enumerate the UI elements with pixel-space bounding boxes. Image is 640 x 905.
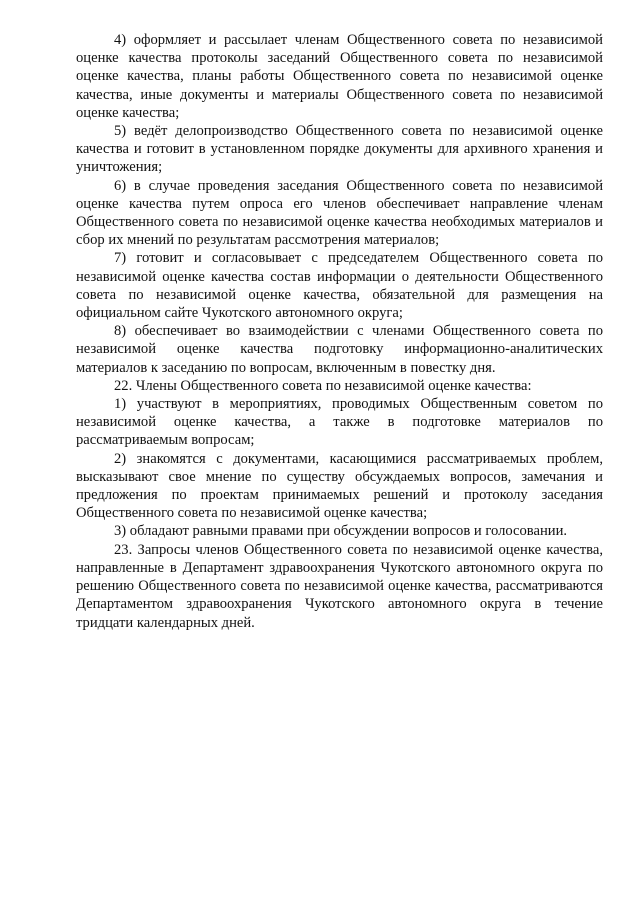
paragraph-section-23: 23. Запросы членов Общественного совета по независимой оценке качества, направленные в Департамент здравоохранения Чукотского автономного округа по решению Общественного совета по независимой оценке качества, рассматриваются Департаментом здравоохранения Чукотского автономного округа в течение тридцати календарных дней. <box>76 541 603 631</box>
paragraph-member-3: 3) обладают равными правами при обсуждении вопросов и голосовании. <box>114 523 568 540</box>
paragraph-item-4: 4) оформляет и рассылает членам Общественного совета по независимой оценке качества протоколы заседаний Общественного совета по независимой оценке качества, планы работы Общественного совета по независимой оценке качества, иные документы и материалы Общественного совета по независимой оценке качества; <box>76 32 603 121</box>
paragraph-item-8: 8) обеспечивает во взаимодействии с членами Общественного совета по независимой оценке качества подготовку информационно-аналитических материалов к заседанию по вопросам, включенным в повестку дня. <box>76 323 603 376</box>
document-page <box>76 31 603 632</box>
paragraph-item-7: 7) готовит и согласовывает с председателем Общественного совета по независимой оценке качества состав информации о деятельности Общественного совета по независимой оценке качества, обязательной для размещения на официальном сайте Чукотского автономного округа; <box>76 250 603 322</box>
paragraph-section-22: 22. Члены Общественного совета по независимой оценке качества: <box>114 377 532 394</box>
paragraph-member-1: 1) участвуют в мероприятиях, проводимых Общественным советом по независимой оценке качества, а также в подготовке материалов по рассматриваемым вопросам; <box>76 396 603 449</box>
paragraph-member-2: 2) знакомятся с документами, касающимися рассматриваемых проблем, высказывают свое мнение по существу обсуждаемых вопросов, замечания и предложения по проектам принимаемых решений и протоколу заседания Общественного совета по независимой оценке качества; <box>76 450 603 522</box>
paragraph-item-5: 5) ведёт делопроизводство Общественного совета по независимой оценке качества и готовит в установленном порядке документы для архивного хранения и уничтожения; <box>76 123 603 176</box>
paragraph-item-6: 6) в случае проведения заседания Общественного совета по независимой оценке качества путем опроса его членов обеспечивает направление членам Общественного совета по независимой оценке качества необходимых материалов и сбор их мнений по результатам рассмотрения материалов; <box>76 177 603 249</box>
